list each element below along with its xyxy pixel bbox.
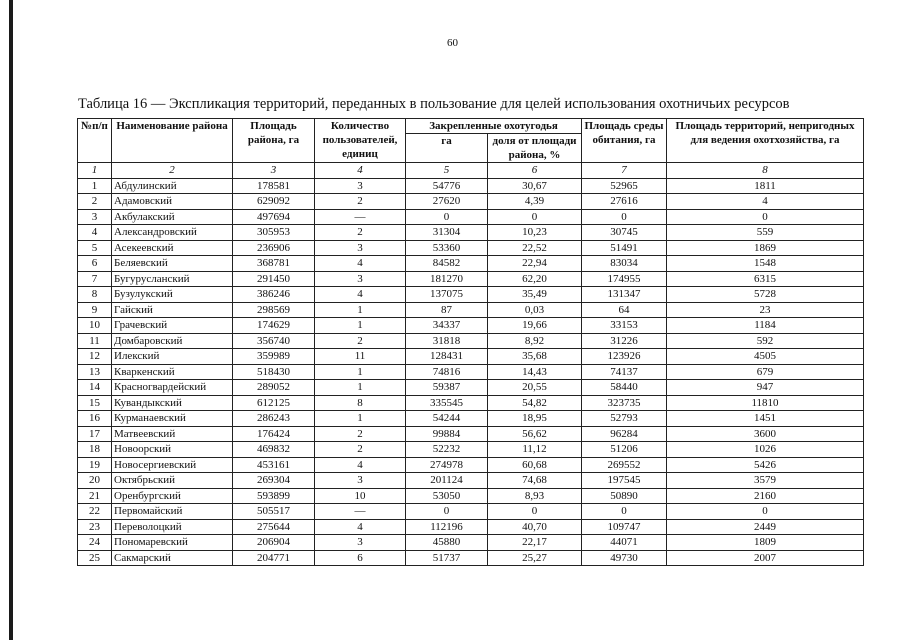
assigned-share-cell: 56,62: [488, 426, 582, 442]
assigned-ha-cell: 34337: [406, 318, 488, 334]
district-area-cell: 289052: [233, 380, 315, 396]
table-row: [78, 225, 864, 241]
assigned-ha-cell: 137075: [406, 287, 488, 303]
assigned-share-cell: 35,68: [488, 349, 582, 365]
habitat-area-cell: 51491: [582, 240, 667, 256]
habitat-area-cell: 74137: [582, 364, 667, 380]
column-number: 1: [78, 163, 112, 179]
district-area-cell: 206904: [233, 535, 315, 551]
users-count-cell: 1: [315, 318, 406, 334]
assigned-share-cell: 8,92: [488, 333, 582, 349]
unfit-area-cell: 559: [667, 225, 864, 241]
assigned-ha-cell: 45880: [406, 535, 488, 551]
users-count-cell: 4: [315, 287, 406, 303]
district-name-cell: Грачевский: [112, 318, 233, 334]
district-area-cell: 305953: [233, 225, 315, 241]
assigned-ha-cell: 112196: [406, 519, 488, 535]
row-num-cell: 8: [78, 287, 112, 303]
table-row: [78, 519, 864, 535]
district-area-cell: 286243: [233, 411, 315, 427]
header-unfit: Площадь территорий, непригодных для ведения охотхозяйства, га: [667, 119, 864, 163]
district-name-cell: Матвеевский: [112, 426, 233, 442]
habitat-area-cell: 52965: [582, 178, 667, 194]
table-row: [78, 473, 864, 489]
assigned-ha-cell: 0: [406, 209, 488, 225]
table-row: [78, 395, 864, 411]
users-count-cell: 2: [315, 194, 406, 210]
column-number: 4: [315, 163, 406, 179]
table-row: [78, 178, 864, 194]
table-row: [78, 318, 864, 334]
habitat-area-cell: 197545: [582, 473, 667, 489]
habitat-area-cell: 31226: [582, 333, 667, 349]
users-count-cell: —: [315, 209, 406, 225]
row-num-cell: 12: [78, 349, 112, 365]
header-habitat: Площадь среды обитания, га: [582, 119, 667, 163]
unfit-area-cell: 1548: [667, 256, 864, 272]
unfit-area-cell: 23: [667, 302, 864, 318]
habitat-area-cell: 269552: [582, 457, 667, 473]
users-count-cell: 2: [315, 442, 406, 458]
users-count-cell: 4: [315, 519, 406, 535]
district-area-cell: 612125: [233, 395, 315, 411]
assigned-ha-cell: 84582: [406, 256, 488, 272]
table-row: [78, 488, 864, 504]
row-num-cell: 2: [78, 194, 112, 210]
assigned-share-cell: 10,23: [488, 225, 582, 241]
table-row: [78, 333, 864, 349]
unfit-area-cell: 592: [667, 333, 864, 349]
district-name-cell: Пономаревский: [112, 535, 233, 551]
table-row: [78, 504, 864, 520]
district-area-cell: 275644: [233, 519, 315, 535]
table-row: [78, 349, 864, 365]
assigned-share-cell: 0: [488, 504, 582, 520]
habitat-area-cell: 44071: [582, 535, 667, 551]
row-num-cell: 4: [78, 225, 112, 241]
users-count-cell: 1: [315, 364, 406, 380]
row-num-cell: 24: [78, 535, 112, 551]
header-ha: га: [406, 134, 488, 163]
row-num-cell: 7: [78, 271, 112, 287]
row-num-cell: 13: [78, 364, 112, 380]
unfit-area-cell: 5728: [667, 287, 864, 303]
district-area-cell: 453161: [233, 457, 315, 473]
assigned-share-cell: 22,94: [488, 256, 582, 272]
assigned-ha-cell: 27620: [406, 194, 488, 210]
row-num-cell: 19: [78, 457, 112, 473]
table-row: [78, 364, 864, 380]
district-name-cell: Октябрьский: [112, 473, 233, 489]
unfit-area-cell: 0: [667, 209, 864, 225]
unfit-area-cell: 3600: [667, 426, 864, 442]
header-name: Наименование района: [112, 119, 233, 163]
header-area: Площадь района, га: [233, 119, 315, 163]
habitat-area-cell: 131347: [582, 287, 667, 303]
assigned-share-cell: 4,39: [488, 194, 582, 210]
table-row: [78, 271, 864, 287]
habitat-area-cell: 27616: [582, 194, 667, 210]
table-row: [78, 550, 864, 566]
assigned-share-cell: 60,68: [488, 457, 582, 473]
district-area-cell: 629092: [233, 194, 315, 210]
assigned-ha-cell: 128431: [406, 349, 488, 365]
header-users: Количество пользователей, единиц: [315, 119, 406, 163]
assigned-ha-cell: 274978: [406, 457, 488, 473]
district-name-cell: Новосергиевский: [112, 457, 233, 473]
assigned-share-cell: 74,68: [488, 473, 582, 489]
district-name-cell: Илекский: [112, 349, 233, 365]
assigned-share-cell: 18,95: [488, 411, 582, 427]
district-name-cell: Кваркенский: [112, 364, 233, 380]
habitat-area-cell: 49730: [582, 550, 667, 566]
row-num-cell: 11: [78, 333, 112, 349]
assigned-share-cell: 0: [488, 209, 582, 225]
habitat-area-cell: 96284: [582, 426, 667, 442]
assigned-share-cell: 30,67: [488, 178, 582, 194]
users-count-cell: 2: [315, 225, 406, 241]
habitat-area-cell: 52793: [582, 411, 667, 427]
users-count-cell: 3: [315, 473, 406, 489]
row-num-cell: 23: [78, 519, 112, 535]
habitat-area-cell: 123926: [582, 349, 667, 365]
habitat-area-cell: 83034: [582, 256, 667, 272]
habitat-area-cell: 109747: [582, 519, 667, 535]
unfit-area-cell: 1869: [667, 240, 864, 256]
row-num-cell: 5: [78, 240, 112, 256]
district-name-cell: Беляевский: [112, 256, 233, 272]
assigned-ha-cell: 52232: [406, 442, 488, 458]
district-name-cell: Адамовский: [112, 194, 233, 210]
unfit-area-cell: 5426: [667, 457, 864, 473]
users-count-cell: 3: [315, 271, 406, 287]
table-body: [78, 163, 864, 566]
column-number-row: [78, 163, 864, 179]
district-name-cell: Курманаевский: [112, 411, 233, 427]
district-area-cell: 518430: [233, 364, 315, 380]
district-area-cell: 298569: [233, 302, 315, 318]
table-row: [78, 194, 864, 210]
district-area-cell: 176424: [233, 426, 315, 442]
column-number: 6: [488, 163, 582, 179]
district-area-cell: 204771: [233, 550, 315, 566]
table-row: [78, 287, 864, 303]
assigned-share-cell: 62,20: [488, 271, 582, 287]
assigned-ha-cell: 74816: [406, 364, 488, 380]
column-number: 7: [582, 163, 667, 179]
table-row: [78, 380, 864, 396]
assigned-share-cell: 40,70: [488, 519, 582, 535]
row-num-cell: 17: [78, 426, 112, 442]
row-num-cell: 14: [78, 380, 112, 396]
users-count-cell: 3: [315, 240, 406, 256]
assigned-share-cell: 0,03: [488, 302, 582, 318]
district-area-cell: 236906: [233, 240, 315, 256]
assigned-ha-cell: 201124: [406, 473, 488, 489]
assigned-ha-cell: 54244: [406, 411, 488, 427]
unfit-area-cell: 2007: [667, 550, 864, 566]
table-row: [78, 302, 864, 318]
users-count-cell: 11: [315, 349, 406, 365]
assigned-ha-cell: 181270: [406, 271, 488, 287]
users-count-cell: 2: [315, 333, 406, 349]
unfit-area-cell: 1811: [667, 178, 864, 194]
row-num-cell: 10: [78, 318, 112, 334]
users-count-cell: 6: [315, 550, 406, 566]
table-row: [78, 442, 864, 458]
district-name-cell: Кувандыкский: [112, 395, 233, 411]
district-name-cell: Новоорский: [112, 442, 233, 458]
district-name-cell: Сакмарский: [112, 550, 233, 566]
row-num-cell: 22: [78, 504, 112, 520]
assigned-ha-cell: 335545: [406, 395, 488, 411]
district-area-cell: 359989: [233, 349, 315, 365]
column-number: 3: [233, 163, 315, 179]
unfit-area-cell: 11810: [667, 395, 864, 411]
district-name-cell: Бузулукский: [112, 287, 233, 303]
district-name-cell: Переволоцкий: [112, 519, 233, 535]
habitat-area-cell: 51206: [582, 442, 667, 458]
habitat-area-cell: 0: [582, 209, 667, 225]
unfit-area-cell: 2160: [667, 488, 864, 504]
header-share: доля от площади района, %: [488, 134, 582, 163]
row-num-cell: 25: [78, 550, 112, 566]
district-area-cell: 386246: [233, 287, 315, 303]
habitat-area-cell: 50890: [582, 488, 667, 504]
users-count-cell: 4: [315, 256, 406, 272]
assigned-share-cell: 22,17: [488, 535, 582, 551]
district-area-cell: 593899: [233, 488, 315, 504]
column-number: 5: [406, 163, 488, 179]
district-area-cell: 469832: [233, 442, 315, 458]
users-count-cell: 1: [315, 302, 406, 318]
assigned-ha-cell: 87: [406, 302, 488, 318]
left-margin-bar: [9, 0, 13, 640]
habitat-area-cell: 323735: [582, 395, 667, 411]
column-number: 2: [112, 163, 233, 179]
district-name-cell: Оренбургский: [112, 488, 233, 504]
district-name-cell: Бугурусланский: [112, 271, 233, 287]
assigned-share-cell: 25,27: [488, 550, 582, 566]
unfit-area-cell: 947: [667, 380, 864, 396]
habitat-area-cell: 0: [582, 504, 667, 520]
assigned-share-cell: 8,93: [488, 488, 582, 504]
users-count-cell: 3: [315, 535, 406, 551]
district-name-cell: Абдулинский: [112, 178, 233, 194]
unfit-area-cell: 1809: [667, 535, 864, 551]
row-num-cell: 3: [78, 209, 112, 225]
users-count-cell: 8: [315, 395, 406, 411]
assigned-share-cell: 20,55: [488, 380, 582, 396]
unfit-area-cell: 1026: [667, 442, 864, 458]
users-count-cell: 10: [315, 488, 406, 504]
row-num-cell: 20: [78, 473, 112, 489]
header-num: №п/п: [78, 119, 112, 163]
users-count-cell: 1: [315, 380, 406, 396]
explication-table: [77, 118, 864, 566]
page-number: 60: [447, 37, 458, 49]
unfit-area-cell: 4505: [667, 349, 864, 365]
table-row: [78, 209, 864, 225]
habitat-area-cell: 174955: [582, 271, 667, 287]
column-number: 8: [667, 163, 864, 179]
row-num-cell: 21: [78, 488, 112, 504]
district-area-cell: 497694: [233, 209, 315, 225]
district-name-cell: Первомайский: [112, 504, 233, 520]
habitat-area-cell: 33153: [582, 318, 667, 334]
district-name-cell: Александровский: [112, 225, 233, 241]
district-area-cell: 356740: [233, 333, 315, 349]
header-assigned: Закрепленные охотугодья: [406, 119, 582, 134]
assigned-share-cell: 54,82: [488, 395, 582, 411]
district-area-cell: 174629: [233, 318, 315, 334]
unfit-area-cell: 1184: [667, 318, 864, 334]
habitat-area-cell: 30745: [582, 225, 667, 241]
unfit-area-cell: 3579: [667, 473, 864, 489]
assigned-ha-cell: 31304: [406, 225, 488, 241]
row-num-cell: 9: [78, 302, 112, 318]
users-count-cell: 2: [315, 426, 406, 442]
table-row: [78, 240, 864, 256]
table-row: [78, 411, 864, 427]
table-row: [78, 256, 864, 272]
unfit-area-cell: 0: [667, 504, 864, 520]
assigned-ha-cell: 0: [406, 504, 488, 520]
table-row: [78, 457, 864, 473]
unfit-area-cell: 2449: [667, 519, 864, 535]
unfit-area-cell: 679: [667, 364, 864, 380]
assigned-share-cell: 11,12: [488, 442, 582, 458]
row-num-cell: 18: [78, 442, 112, 458]
district-name-cell: Гайский: [112, 302, 233, 318]
assigned-ha-cell: 99884: [406, 426, 488, 442]
district-area-cell: 505517: [233, 504, 315, 520]
assigned-ha-cell: 53050: [406, 488, 488, 504]
table-caption: Таблица 16 — Экспликация территорий, переданных в пользование для целей использования охотничьих ресурсов: [78, 96, 790, 112]
district-area-cell: 178581: [233, 178, 315, 194]
users-count-cell: —: [315, 504, 406, 520]
unfit-area-cell: 1451: [667, 411, 864, 427]
unfit-area-cell: 6315: [667, 271, 864, 287]
assigned-ha-cell: 31818: [406, 333, 488, 349]
users-count-cell: 4: [315, 457, 406, 473]
habitat-area-cell: 58440: [582, 380, 667, 396]
district-name-cell: Асекеевский: [112, 240, 233, 256]
assigned-ha-cell: 51737: [406, 550, 488, 566]
users-count-cell: 1: [315, 411, 406, 427]
assigned-share-cell: 14,43: [488, 364, 582, 380]
assigned-share-cell: 19,66: [488, 318, 582, 334]
district-area-cell: 269304: [233, 473, 315, 489]
users-count-cell: 3: [315, 178, 406, 194]
assigned-share-cell: 35,49: [488, 287, 582, 303]
district-name-cell: Красногвардейский: [112, 380, 233, 396]
assigned-share-cell: 22,52: [488, 240, 582, 256]
row-num-cell: 16: [78, 411, 112, 427]
table-row: [78, 426, 864, 442]
district-name-cell: Акбулакский: [112, 209, 233, 225]
assigned-ha-cell: 54776: [406, 178, 488, 194]
unfit-area-cell: 4: [667, 194, 864, 210]
assigned-ha-cell: 59387: [406, 380, 488, 396]
district-area-cell: 291450: [233, 271, 315, 287]
row-num-cell: 15: [78, 395, 112, 411]
row-num-cell: 1: [78, 178, 112, 194]
row-num-cell: 6: [78, 256, 112, 272]
district-area-cell: 368781: [233, 256, 315, 272]
table-row: [78, 535, 864, 551]
habitat-area-cell: 64: [582, 302, 667, 318]
assigned-ha-cell: 53360: [406, 240, 488, 256]
district-name-cell: Домбаровский: [112, 333, 233, 349]
